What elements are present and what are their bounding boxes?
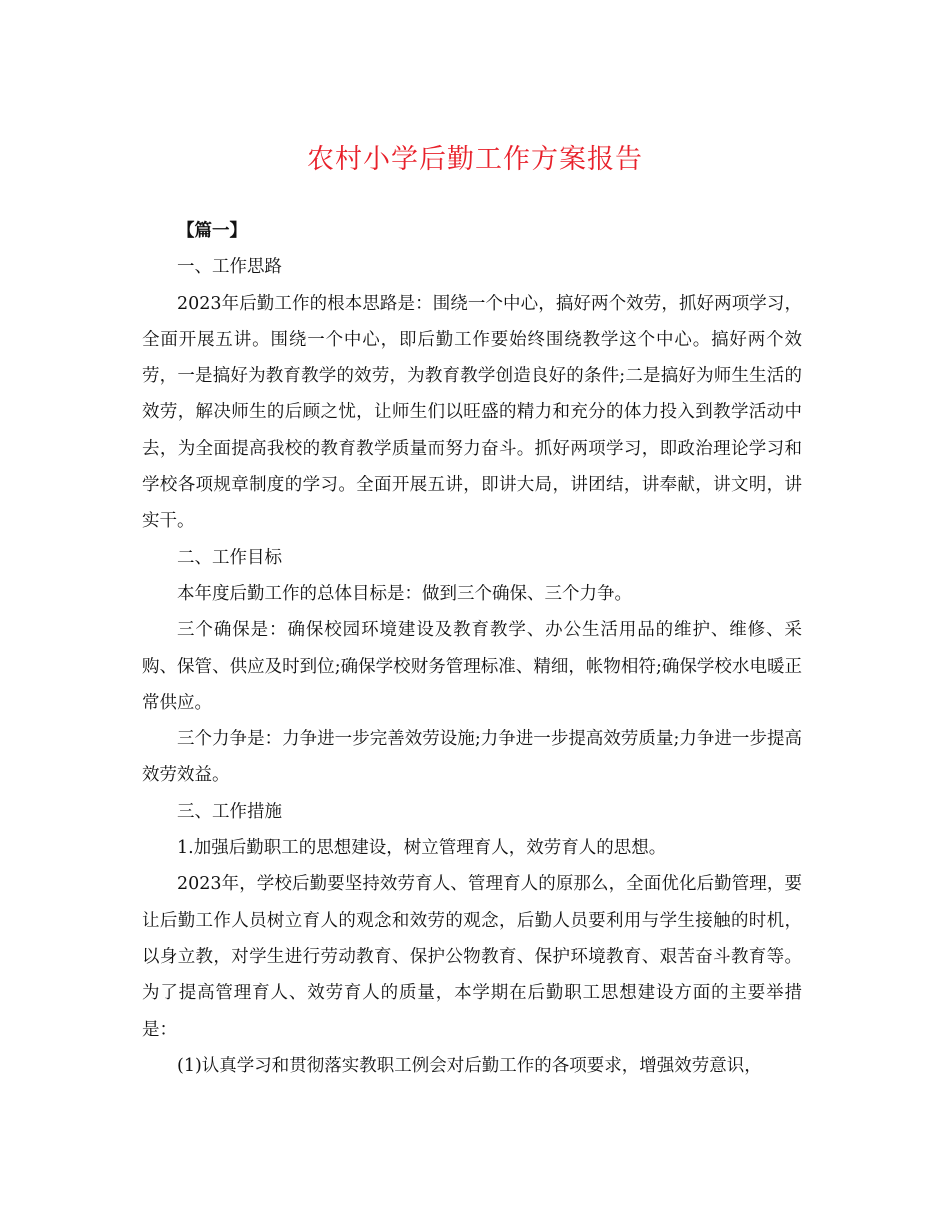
document-title: 农村小学后勤工作方案报告 xyxy=(307,144,643,175)
section-label: 【篇一】 xyxy=(177,221,247,241)
paragraph-measure-1-item-1: (1)认真学习和贯彻落实教职工例会对后勤工作的各项要求，增强效劳意识， xyxy=(177,1055,762,1076)
heading-work-approach: 一、工作思路 xyxy=(177,257,282,278)
paragraph-approach-text: 2023年后勤工作的根本思路是：围绕一个中心，搞好两个效劳，抓好两项学习，全面开展五讲。围绕一个中心，即后勤工作要始终围绕教学这个中心。搞好两个效劳，一是搞好为教育教学的效劳，为教育教学创造良好的条件;二是搞好为师生生活的效劳，解决师生的后顾之忧，让师生们以旺盛的精力和充分的体力投入到教学活动中去，为全面提高我校的教育教学质量而努力奋斗。抓好两项学习，即政治理论学习和学校各项规章制度的学习。全面开展五讲，即讲大局，讲团结，讲奉献，讲文明，讲实干。 xyxy=(142,293,802,532)
paragraph-goals-overview: 本年度后勤工作的总体目标是：做到三个确保、三个力争。 xyxy=(177,583,632,604)
paragraph-measure-1: 1.加强后勤职工的思想建设，树立管理育人，效劳育人的思想。 xyxy=(177,838,667,859)
heading-work-goals: 二、工作目标 xyxy=(177,547,282,568)
paragraph-measure-1-detail: 2023年，学校后勤要坚持效劳育人、管理育人的原那么，全面优化后勤管理，要让后勤工作人员树立育人的观念和效劳的观念，后勤人员要利用与学生接触的时机，以身立教，对学生进行劳动教育、保护公物教育、保护环境教育、艰苦奋斗教育等。为了提高管理育人、效劳育人的质量，本学期在后勤职工思想建设方面的主要举措是： xyxy=(142,874,802,1040)
document-body xyxy=(142,213,802,1084)
heading-work-measures: 三、工作措施 xyxy=(177,801,282,822)
paragraph-three-strives: 三个力争是：力争进一步完善效劳设施;力争进一步提高效劳质量;力争进一步提高效劳效益。 xyxy=(142,729,802,786)
paragraph-three-ensures: 三个确保是：确保校园环境建设及教育教学、办公生活用品的维护、维修、采购、保管、供应及时到位;确保学校财务管理标准、精细，帐物相符;确保学校水电暖正常供应。 xyxy=(142,620,802,713)
